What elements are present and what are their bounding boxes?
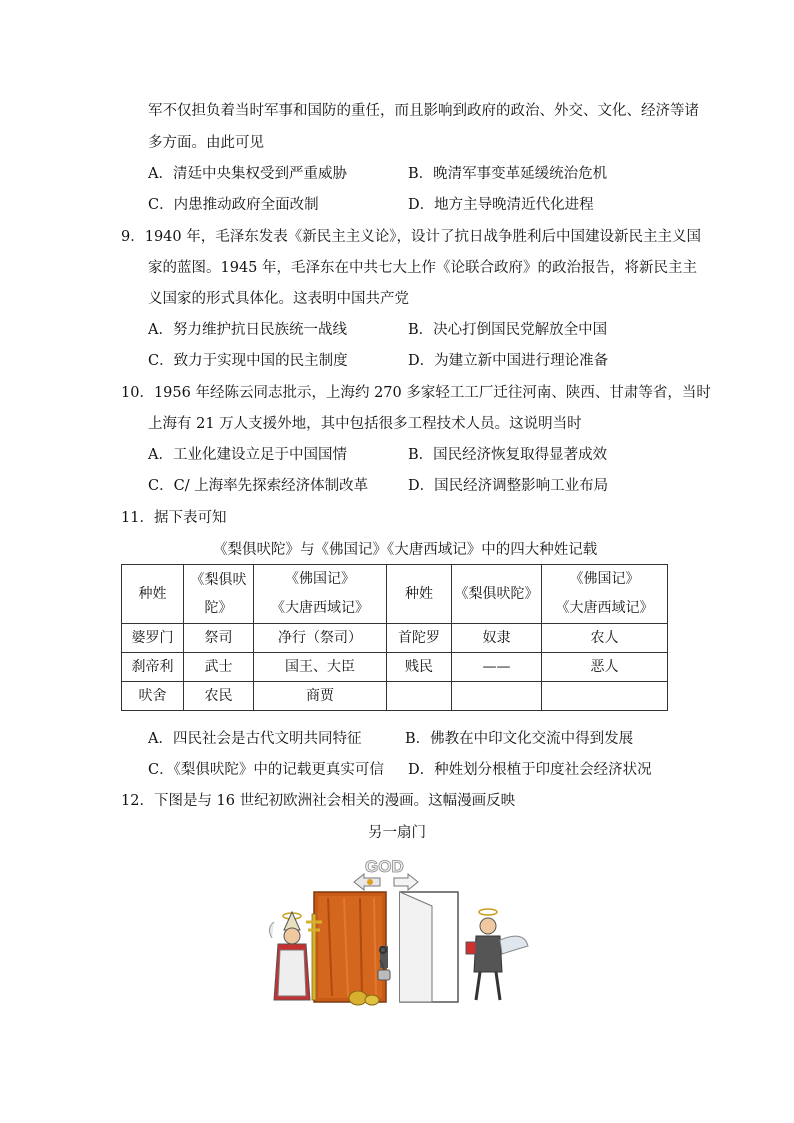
q10-option-a: A．工业化建设立足于中国国情 (148, 447, 347, 463)
table-cell (387, 682, 452, 711)
table-cell: 武士 (184, 653, 254, 682)
q9-option-d: D．为建立新中国进行理论准备 (408, 353, 609, 369)
q10-option-c: C．C/ 上海率先探索经济体制改革 (148, 478, 369, 494)
header-datang-2: 《大唐西域记》 (555, 600, 654, 616)
q9-option-a: A．努力维护抗日民族统一战线 (148, 322, 347, 338)
table-header-row (122, 565, 668, 624)
q9-option-b: B．决心打倒国民党解放全中国 (408, 322, 608, 338)
open-door (400, 892, 458, 1002)
table-cell: 国王、大臣 (254, 653, 387, 682)
header-foguoji-2: 《佛国记》 (569, 571, 640, 587)
q10-stem-line2: 上海有 21 万人支援外地，其中包括很多工程技术人员。这说明当时 (148, 416, 582, 432)
cartoon-title: 另一扇门 (368, 825, 426, 841)
q10-stem-line1: 10．1956 年经陈云同志批示，上海约 270 多家轻工工厂迁往河南、陕西、甘肃等省，当时 (121, 385, 711, 401)
pope-figure (269, 912, 322, 1000)
q8-option-a: A．清廷中央集权受到严重威胁 (148, 166, 347, 182)
header-rigveda-2: 《梨俱吠陀》 (452, 565, 542, 624)
header-foguoji-datang (254, 565, 387, 624)
q8-stem-line1: 军不仅担负着当时军事和国防的重任，而且影响到政府的政治、外交、文化、经济等诸 (148, 103, 699, 119)
q10-option-b: B．国民经济恢复取得显著成效 (408, 447, 608, 463)
q9-stem-line3: 义国家的形式具体化。这表明中国共产党 (148, 291, 409, 307)
table-cell: 婆罗门 (122, 624, 184, 653)
table-cell: 首陀罗 (387, 624, 452, 653)
q10-option-d: D．国民经济调整影响工业布局 (408, 478, 609, 494)
q8-option-d: D．地方主导晚清近代化进程 (408, 197, 594, 213)
table-row (122, 682, 668, 711)
table-cell (542, 682, 668, 711)
table-caption: 《梨俱吠陀》与《佛国记》《大唐西域记》中的四大种姓记载 (213, 542, 598, 558)
header-caste: 种姓 (122, 565, 184, 624)
table-row (122, 624, 668, 653)
table-cell: 贱民 (387, 653, 452, 682)
table-cell: 恶人 (542, 653, 668, 682)
table-cell: 商贾 (254, 682, 387, 711)
q9-stem-line1: 9．1940 年，毛泽东发表《新民主主义论》，设计了抗日战争胜利后中国建设新民主主义国 (121, 229, 701, 245)
table-cell (452, 682, 542, 711)
q9-stem-line2: 家的蓝图。1945 年，毛泽东在中共七大上作《论联合政府》的政治报告，将新民主主 (148, 260, 698, 276)
table-cell: 吠舍 (122, 682, 184, 711)
locked-door (314, 892, 388, 1002)
table-cell: 祭司 (184, 624, 254, 653)
q11-stem: 11．据下表可知 (121, 510, 227, 526)
header-datang: 《大唐西域记》 (271, 600, 369, 616)
table-cell: 刹帝利 (122, 653, 184, 682)
q11-option-c: C．《梨俱吠陀》中的记载更真实可信 (148, 762, 384, 778)
table-cell: 农人 (542, 624, 668, 653)
header-foguoji: 《佛国记》 (285, 571, 355, 587)
god-sign: GOD (365, 857, 404, 876)
q8-option-b: B．晚清军事变革延缓统治危机 (408, 166, 608, 182)
table-cell: —— (452, 653, 542, 682)
arrow-right-icon (394, 874, 418, 890)
table-cell: 奴隶 (452, 624, 542, 653)
header-caste-2: 种姓 (387, 565, 452, 624)
header-rigveda: 《梨俱吠陀》 (184, 565, 254, 624)
cartoon-illustration (262, 850, 532, 1010)
q8-option-c: C．内患推动政府全面改制 (148, 197, 319, 213)
table-cell: 净行（祭司） (254, 624, 387, 653)
q11-option-d: D．种姓划分根植于印度社会经济状况 (408, 762, 652, 778)
caste-table (121, 564, 668, 711)
arrow-left-icon (354, 874, 380, 890)
header-foguoji-datang-2 (542, 565, 668, 624)
q11-option-b: B．佛教在中印文化交流中得到发展 (405, 731, 634, 747)
q9-option-c: C．致力于实现中国的民主制度 (148, 353, 348, 369)
q8-stem-line2: 多方面。由此可见 (148, 135, 264, 151)
angel-figure (466, 909, 528, 1000)
table-cell: 农民 (184, 682, 254, 711)
q11-option-a: A．四民社会是古代文明共同特征 (148, 731, 362, 747)
q12-stem: 12．下图是与 16 世纪初欧洲社会相关的漫画。这幅漫画反映 (121, 793, 516, 809)
table-row (122, 653, 668, 682)
